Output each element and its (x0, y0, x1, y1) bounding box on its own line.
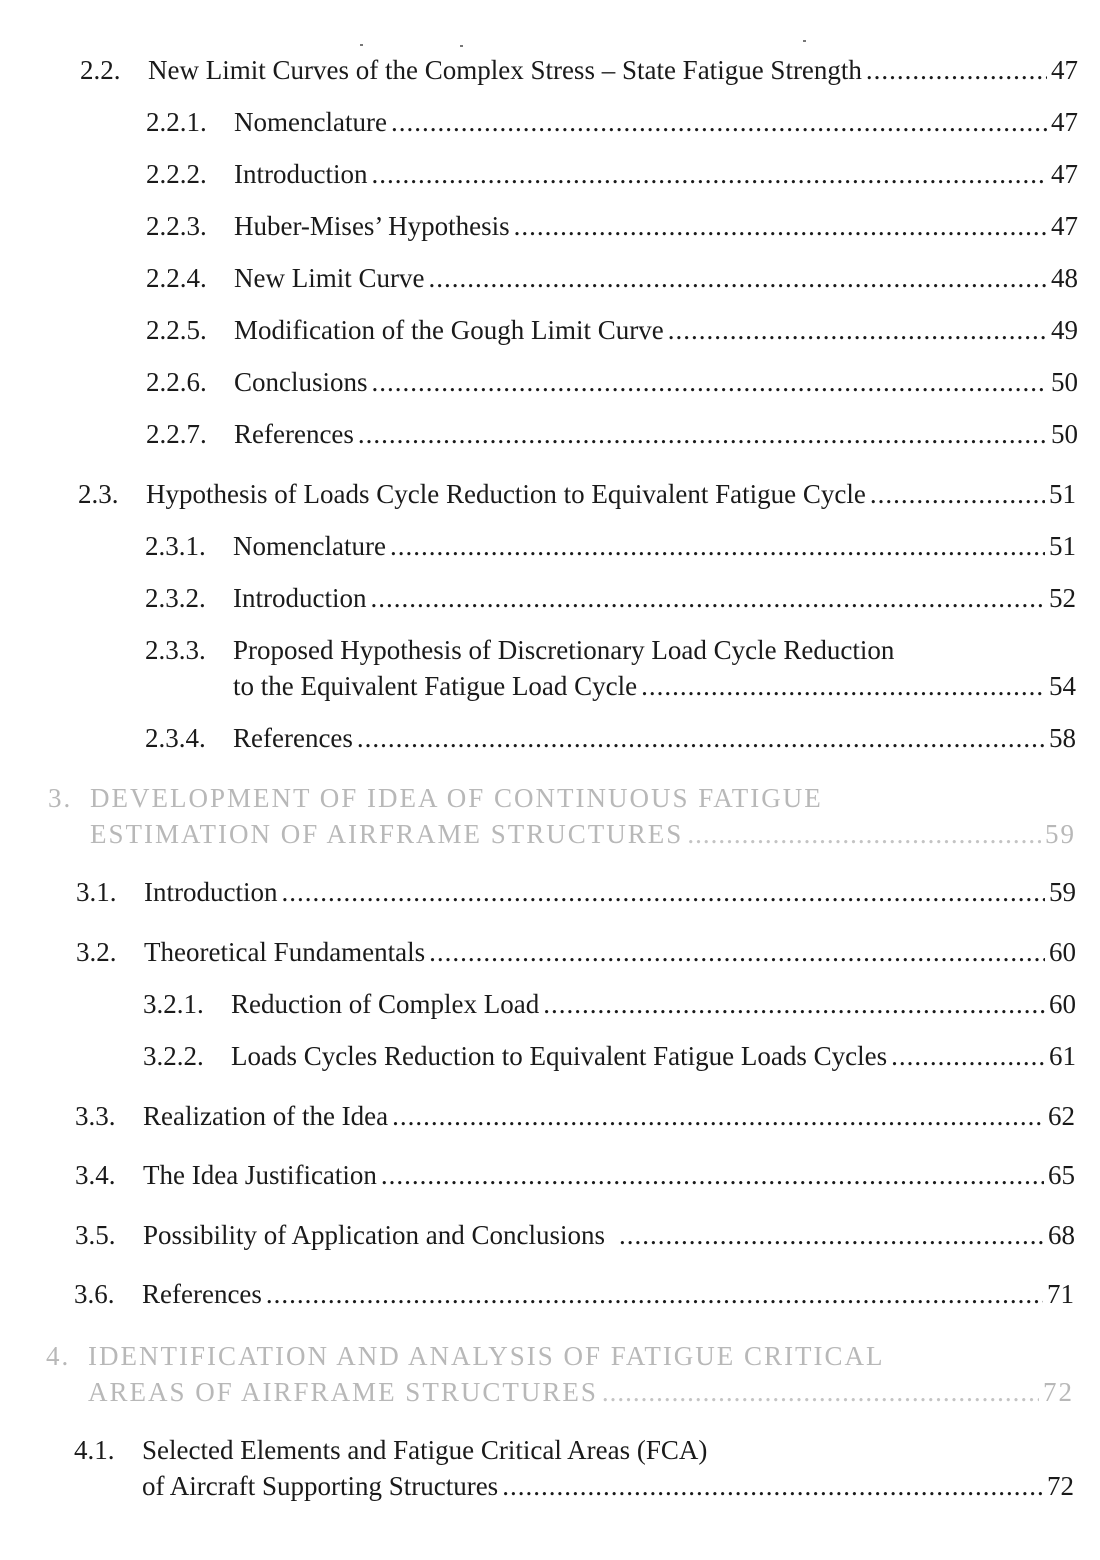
entry-number: 2.2.5. (146, 315, 207, 345)
toc-entry (143, 1038, 1076, 1074)
entry-title: References (234, 419, 354, 449)
entry-page: 47 (1051, 107, 1078, 137)
toc-chapter-entry (46, 1338, 1074, 1410)
toc-entry (146, 156, 1078, 192)
entry-number: 3.4. (75, 1160, 116, 1190)
entry-page: 51 (1049, 479, 1076, 509)
entry-title: Nomenclature (234, 107, 387, 137)
chapter-title: IDENTIFICATION AND ANALYSIS OF FATIGUE CRITICAL (88, 1341, 885, 1371)
entry-title: Selected Elements and Fatigue Critical Areas (FCA) (142, 1435, 708, 1465)
chapter-title-continuation: AREAS OF AIRFRAME STRUCTURES (88, 1377, 598, 1407)
entry-title: Conclusions (234, 367, 368, 397)
dot-leader (619, 1217, 1044, 1253)
entry-title: Introduction (144, 877, 278, 907)
chapter-number: 4. (46, 1341, 71, 1371)
toc-entry (74, 1432, 1074, 1504)
entry-page: 50 (1051, 367, 1078, 397)
toc-entry (146, 208, 1078, 244)
chapter-title: DEVELOPMENT OF IDEA OF CONTINUOUS FATIGUE (90, 783, 823, 813)
dot-leader (266, 1276, 1043, 1312)
entry-number: 2.3.3. (145, 635, 206, 665)
entry-page: 47 (1051, 211, 1078, 241)
entry-page: 49 (1051, 315, 1078, 345)
entry-title: Modification of the Gough Limit Curve (234, 315, 664, 345)
entry-page: 48 (1051, 263, 1078, 293)
dot-leader (866, 52, 1047, 88)
entry-number: 2.2.7. (146, 419, 207, 449)
entry-page: 71 (1047, 1279, 1074, 1309)
entry-title: Reduction of Complex Load (231, 989, 540, 1019)
dot-leader (372, 364, 1047, 400)
entry-number: 2.3.2. (145, 583, 206, 613)
toc-entry (146, 416, 1078, 452)
dot-leader (392, 1098, 1044, 1134)
entry-title: Introduction (233, 583, 367, 613)
dot-leader (391, 104, 1047, 140)
entry-title: Proposed Hypothesis of Discretionary Load Cycle Reduction (233, 635, 895, 665)
dot-leader (428, 260, 1047, 296)
toc-entry (146, 104, 1078, 140)
dot-leader (602, 1374, 1039, 1410)
toc-entry (75, 1098, 1075, 1134)
entry-number: 2.3.4. (145, 723, 206, 753)
dot-leader (390, 528, 1045, 564)
entry-number: 2.2.1. (146, 107, 207, 137)
entry-title: Loads Cycles Reduction to Equivalent Fatigue Loads Cycles (231, 1041, 888, 1071)
entry-page: 59 (1049, 877, 1076, 907)
entry-title: New Limit Curve (234, 263, 425, 293)
dot-leader (502, 1468, 1043, 1504)
entry-number: 3.2. (76, 937, 117, 967)
dot-leader (870, 476, 1045, 512)
entry-number: 2.2. (80, 55, 121, 85)
entry-page: 50 (1051, 419, 1078, 449)
entry-page: 61 (1049, 1041, 1076, 1071)
entry-number: 3.3. (75, 1101, 116, 1131)
dot-leader (370, 580, 1045, 616)
toc-entry (146, 312, 1078, 348)
entry-page: 60 (1049, 989, 1076, 1019)
entry-page: 47 (1051, 55, 1078, 85)
entry-number: 2.2.3. (146, 211, 207, 241)
entry-title: Nomenclature (233, 531, 386, 561)
entry-title: References (233, 723, 353, 753)
entry-number: 3.2.2. (143, 1041, 204, 1071)
entry-title: New Limit Curves of the Complex Stress – State Fatigue Strength (148, 55, 862, 85)
entry-title: Possibility of Application and Conclusions (143, 1220, 606, 1250)
entry-number: 3.1. (76, 877, 117, 907)
entry-page: 58 (1049, 723, 1076, 753)
chapter-number: 3. (48, 783, 73, 813)
entry-title-continuation: of Aircraft Supporting Structures (142, 1471, 499, 1501)
toc-entry (76, 874, 1076, 910)
toc-entry (75, 1217, 1075, 1253)
entry-title: Theoretical Fundamentals (144, 937, 426, 967)
dot-leader (687, 816, 1041, 852)
dot-leader (668, 312, 1047, 348)
dot-leader (357, 720, 1045, 756)
toc-entry (145, 528, 1076, 564)
dot-leader (358, 416, 1047, 452)
toc-entry (145, 632, 1076, 704)
dot-leader (281, 874, 1045, 910)
entry-number: 3.2.1. (143, 989, 204, 1019)
scan-speck (360, 44, 363, 46)
dot-leader (891, 1038, 1045, 1074)
entry-number: 3.5. (75, 1220, 116, 1250)
entry-page: 68 (1048, 1220, 1075, 1250)
entry-number: 2.2.4. (146, 263, 207, 293)
entry-number: 3.6. (74, 1279, 115, 1309)
entry-number: 2.2.6. (146, 367, 207, 397)
entry-number: 4.1. (74, 1435, 115, 1465)
toc-entry (80, 52, 1078, 88)
scan-speck (460, 45, 463, 47)
toc-chapter-entry (48, 780, 1076, 852)
entry-page: 72 (1047, 1471, 1074, 1501)
toc-entry (146, 260, 1078, 296)
entry-page: 65 (1048, 1160, 1075, 1190)
entry-title: Introduction (234, 159, 368, 189)
dot-leader (514, 208, 1047, 244)
entry-number: 2.3.1. (145, 531, 206, 561)
dot-leader (543, 986, 1045, 1022)
toc-entry (75, 1157, 1075, 1193)
dot-leader (371, 156, 1047, 192)
chapter-page: 59 (1045, 819, 1076, 849)
toc-entry (145, 580, 1076, 616)
chapter-title-continuation: ESTIMATION OF AIRFRAME STRUCTURES (90, 819, 684, 849)
chapter-page: 72 (1043, 1377, 1074, 1407)
toc-entry (74, 1276, 1074, 1312)
toc-entry (146, 364, 1078, 400)
entry-title: Hypothesis of Loads Cycle Reduction to Equivalent Fatigue Cycle (146, 479, 866, 509)
entry-page: 54 (1049, 671, 1076, 701)
scan-speck (803, 40, 806, 42)
dot-leader (429, 934, 1045, 970)
entry-page: 51 (1049, 531, 1076, 561)
entry-page: 60 (1049, 937, 1076, 967)
entry-title-continuation: to the Equivalent Fatigue Load Cycle (233, 671, 638, 701)
entry-number: 2.2.2. (146, 159, 207, 189)
toc-entry (76, 934, 1076, 970)
dot-leader (641, 668, 1045, 704)
entry-title: The Idea Justification (143, 1160, 377, 1190)
entry-page: 62 (1048, 1101, 1075, 1131)
entry-page: 47 (1051, 159, 1078, 189)
entry-number: 2.3. (78, 479, 119, 509)
entry-title: Realization of the Idea (143, 1101, 389, 1131)
entry-title: Huber-Mises’ Hypothesis (234, 211, 510, 241)
toc-entry (143, 986, 1076, 1022)
toc-entry (145, 720, 1076, 756)
toc-entry (78, 476, 1076, 512)
entry-page: 52 (1049, 583, 1076, 613)
dot-leader (381, 1157, 1044, 1193)
entry-title: References (142, 1279, 262, 1309)
